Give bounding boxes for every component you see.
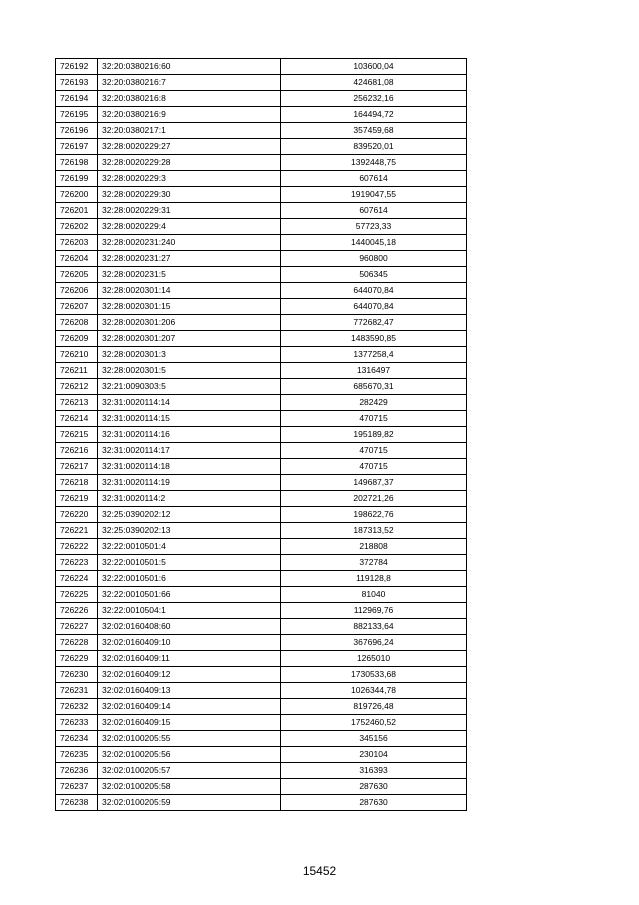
page-number: 15452: [302, 864, 337, 878]
table-row: [56, 395, 467, 411]
row-number-cell: 726209: [56, 331, 98, 347]
amount-cell: 119128,8: [281, 571, 467, 587]
amount-cell: 287630: [281, 795, 467, 811]
amount-cell: 1919047,55: [281, 187, 467, 203]
row-number-cell: 726212: [56, 379, 98, 395]
cadastral-number-cell: 32:02:0160409:14: [98, 699, 281, 715]
amount-cell: 256232,16: [281, 91, 467, 107]
amount-cell: 1026344,78: [281, 683, 467, 699]
row-number-cell: 726238: [56, 795, 98, 811]
amount-cell: 424681,08: [281, 75, 467, 91]
amount-cell: 57723,33: [281, 219, 467, 235]
cadastral-number-cell: 32:28:0020301:207: [98, 331, 281, 347]
amount-cell: 230104: [281, 747, 467, 763]
row-number-cell: 726232: [56, 699, 98, 715]
amount-cell: 164494,72: [281, 107, 467, 123]
cadastral-number-cell: 32:20:0380216:60: [98, 59, 281, 75]
cadastral-number-cell: 32:31:0020114:19: [98, 475, 281, 491]
cadastral-number-cell: 32:31:0020114:2: [98, 491, 281, 507]
amount-cell: 287630: [281, 779, 467, 795]
cadastral-number-cell: 32:28:0020231:240: [98, 235, 281, 251]
cadastral-number-cell: 32:22:0010501:4: [98, 539, 281, 555]
row-number-cell: 726203: [56, 235, 98, 251]
amount-cell: 685670,31: [281, 379, 467, 395]
amount-cell: 103600,04: [281, 59, 467, 75]
amount-cell: 470715: [281, 459, 467, 475]
cadastral-number-cell: 32:28:0020229:3: [98, 171, 281, 187]
amount-cell: 202721,26: [281, 491, 467, 507]
table-row: [56, 715, 467, 731]
row-number-cell: 726229: [56, 651, 98, 667]
cadastral-number-cell: 32:28:0020229:27: [98, 139, 281, 155]
table-row: [56, 795, 467, 811]
row-number-cell: 726234: [56, 731, 98, 747]
amount-cell: 345156: [281, 731, 467, 747]
amount-cell: 357459,68: [281, 123, 467, 139]
table-row: [56, 331, 467, 347]
row-number-cell: 726220: [56, 507, 98, 523]
row-number-cell: 726214: [56, 411, 98, 427]
table-row: [56, 107, 467, 123]
amount-cell: 372784: [281, 555, 467, 571]
table-row: [56, 603, 467, 619]
cadastral-number-cell: 32:28:0020301:3: [98, 347, 281, 363]
amount-cell: 644070,84: [281, 283, 467, 299]
table-row: [56, 299, 467, 315]
table-row: [56, 187, 467, 203]
row-number-cell: 726206: [56, 283, 98, 299]
row-number-cell: 726204: [56, 251, 98, 267]
cadastral-number-cell: 32:25:0390202:12: [98, 507, 281, 523]
cadastral-number-cell: 32:22:0010501:6: [98, 571, 281, 587]
cadastral-number-cell: 32:31:0020114:17: [98, 443, 281, 459]
table-row: [56, 747, 467, 763]
cadastral-number-cell: 32:31:0020114:16: [98, 427, 281, 443]
row-number-cell: 726205: [56, 267, 98, 283]
cadastral-number-cell: 32:28:0020301:5: [98, 363, 281, 379]
table-row: [56, 59, 467, 75]
table-row: [56, 283, 467, 299]
amount-cell: 819726,48: [281, 699, 467, 715]
table-body: [56, 59, 467, 811]
row-number-cell: 726217: [56, 459, 98, 475]
amount-cell: 1752460,52: [281, 715, 467, 731]
row-number-cell: 726230: [56, 667, 98, 683]
table-row: [56, 587, 467, 603]
cadastral-number-cell: 32:31:0020114:15: [98, 411, 281, 427]
amount-cell: 772682,47: [281, 315, 467, 331]
table-row: [56, 235, 467, 251]
row-number-cell: 726235: [56, 747, 98, 763]
table-row: [56, 731, 467, 747]
table-row: [56, 411, 467, 427]
table-row: [56, 507, 467, 523]
row-number-cell: 726199: [56, 171, 98, 187]
cadastral-number-cell: 32:22:0010501:5: [98, 555, 281, 571]
cadastral-number-cell: 32:02:0100205:59: [98, 795, 281, 811]
amount-cell: 506345: [281, 267, 467, 283]
amount-cell: 282429: [281, 395, 467, 411]
table-row: [56, 139, 467, 155]
row-number-cell: 726233: [56, 715, 98, 731]
table-row: [56, 619, 467, 635]
row-number-cell: 726237: [56, 779, 98, 795]
row-number-cell: 726201: [56, 203, 98, 219]
table-row: [56, 91, 467, 107]
row-number-cell: 726223: [56, 555, 98, 571]
amount-cell: 882133,64: [281, 619, 467, 635]
amount-cell: 195189,82: [281, 427, 467, 443]
table-row: [56, 699, 467, 715]
cadastral-number-cell: 32:02:0100205:56: [98, 747, 281, 763]
table-row: [56, 443, 467, 459]
amount-cell: 607614: [281, 203, 467, 219]
row-number-cell: 726211: [56, 363, 98, 379]
row-number-cell: 726197: [56, 139, 98, 155]
row-number-cell: 726193: [56, 75, 98, 91]
row-number-cell: 726227: [56, 619, 98, 635]
row-number-cell: 726226: [56, 603, 98, 619]
cadastral-number-cell: 32:28:0020301:206: [98, 315, 281, 331]
cadastral-number-cell: 32:28:0020301:14: [98, 283, 281, 299]
table-row: [56, 171, 467, 187]
row-number-cell: 726236: [56, 763, 98, 779]
row-number-cell: 726228: [56, 635, 98, 651]
row-number-cell: 726231: [56, 683, 98, 699]
cadastral-number-cell: 32:20:0380217:1: [98, 123, 281, 139]
table-row: [56, 779, 467, 795]
amount-cell: 960800: [281, 251, 467, 267]
cadastral-number-cell: 32:02:0160409:13: [98, 683, 281, 699]
row-number-cell: 726192: [56, 59, 98, 75]
table-row: [56, 555, 467, 571]
amount-cell: 470715: [281, 443, 467, 459]
row-number-cell: 726219: [56, 491, 98, 507]
table-row: [56, 763, 467, 779]
table-row: [56, 347, 467, 363]
row-number-cell: 726200: [56, 187, 98, 203]
cadastral-number-cell: 32:20:0380216:7: [98, 75, 281, 91]
amount-cell: 187313,52: [281, 523, 467, 539]
row-number-cell: 726222: [56, 539, 98, 555]
amount-cell: 81040: [281, 587, 467, 603]
amount-cell: 1316497: [281, 363, 467, 379]
table-row: [56, 667, 467, 683]
cadastral-number-cell: 32:02:0100205:55: [98, 731, 281, 747]
cadastral-number-cell: 32:25:0390202:13: [98, 523, 281, 539]
cadastral-number-cell: 32:28:0020229:31: [98, 203, 281, 219]
table-row: [56, 75, 467, 91]
cadastral-number-cell: 32:02:0160409:10: [98, 635, 281, 651]
row-number-cell: 726210: [56, 347, 98, 363]
row-number-cell: 726215: [56, 427, 98, 443]
row-number-cell: 726196: [56, 123, 98, 139]
amount-cell: 367696,24: [281, 635, 467, 651]
row-number-cell: 726202: [56, 219, 98, 235]
cadastral-number-cell: 32:21:0090303:5: [98, 379, 281, 395]
table-row: [56, 651, 467, 667]
amount-cell: 607614: [281, 171, 467, 187]
amount-cell: 1377258,4: [281, 347, 467, 363]
table-row: [56, 267, 467, 283]
amount-cell: 198622,76: [281, 507, 467, 523]
table-row: [56, 203, 467, 219]
data-table: [55, 58, 467, 811]
row-number-cell: 726198: [56, 155, 98, 171]
row-number-cell: 726218: [56, 475, 98, 491]
cadastral-number-cell: 32:28:0020231:5: [98, 267, 281, 283]
row-number-cell: 726224: [56, 571, 98, 587]
table-row: [56, 539, 467, 555]
row-number-cell: 726207: [56, 299, 98, 315]
cadastral-number-cell: 32:28:0020229:30: [98, 187, 281, 203]
table-row: [56, 683, 467, 699]
table-row: [56, 571, 467, 587]
table-row: [56, 491, 467, 507]
cadastral-number-cell: 32:31:0020114:14: [98, 395, 281, 411]
table-row: [56, 363, 467, 379]
row-number-cell: 726225: [56, 587, 98, 603]
cadastral-number-cell: 32:28:0020229:4: [98, 219, 281, 235]
cadastral-number-cell: 32:28:0020231:27: [98, 251, 281, 267]
amount-cell: 218808: [281, 539, 467, 555]
amount-cell: 839520,01: [281, 139, 467, 155]
amount-cell: 644070,84: [281, 299, 467, 315]
table-row: [56, 155, 467, 171]
cadastral-number-cell: 32:02:0160409:12: [98, 667, 281, 683]
amount-cell: 112969,76: [281, 603, 467, 619]
cadastral-number-cell: 32:02:0160409:11: [98, 651, 281, 667]
cadastral-number-cell: 32:02:0160408:60: [98, 619, 281, 635]
table-row: [56, 379, 467, 395]
cadastral-number-cell: 32:20:0380216:8: [98, 91, 281, 107]
cadastral-number-cell: 32:20:0380216:9: [98, 107, 281, 123]
row-number-cell: 726216: [56, 443, 98, 459]
table-row: [56, 315, 467, 331]
amount-cell: 316393: [281, 763, 467, 779]
table-row: [56, 459, 467, 475]
table-row: [56, 251, 467, 267]
amount-cell: 1265010: [281, 651, 467, 667]
amount-cell: 470715: [281, 411, 467, 427]
cadastral-number-cell: 32:02:0100205:57: [98, 763, 281, 779]
row-number-cell: 726221: [56, 523, 98, 539]
amount-cell: 1730533,68: [281, 667, 467, 683]
cadastral-number-cell: 32:28:0020301:15: [98, 299, 281, 315]
table-row: [56, 523, 467, 539]
table-row: [56, 427, 467, 443]
table-row: [56, 475, 467, 491]
row-number-cell: 726195: [56, 107, 98, 123]
row-number-cell: 726213: [56, 395, 98, 411]
table-row: [56, 635, 467, 651]
amount-cell: 1440045,18: [281, 235, 467, 251]
amount-cell: 1483590,85: [281, 331, 467, 347]
table-row: [56, 219, 467, 235]
cadastral-number-cell: 32:28:0020229:28: [98, 155, 281, 171]
cadastral-number-cell: 32:22:0010504:1: [98, 603, 281, 619]
cadastral-number-cell: 32:22:0010501:66: [98, 587, 281, 603]
amount-cell: 149687,37: [281, 475, 467, 491]
amount-cell: 1392448,75: [281, 155, 467, 171]
cadastral-number-cell: 32:31:0020114:18: [98, 459, 281, 475]
cadastral-number-cell: 32:02:0160409:15: [98, 715, 281, 731]
row-number-cell: 726194: [56, 91, 98, 107]
cadastral-number-cell: 32:02:0100205:58: [98, 779, 281, 795]
row-number-cell: 726208: [56, 315, 98, 331]
table-row: [56, 123, 467, 139]
